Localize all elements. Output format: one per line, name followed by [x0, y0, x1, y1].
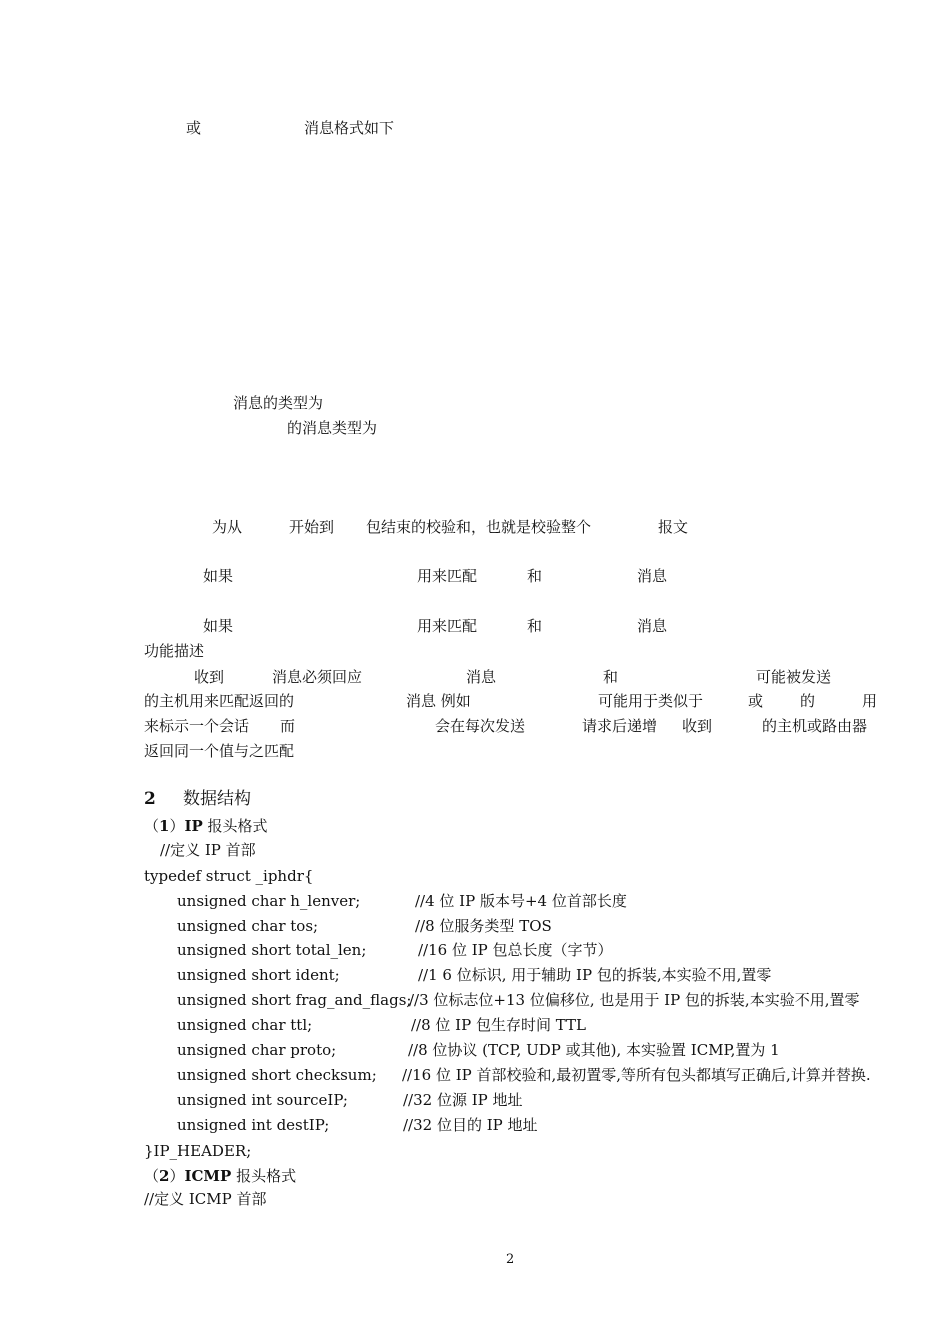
text-fragment: 和: [527, 617, 543, 635]
subheading-bold: ICMP: [184, 1167, 232, 1185]
section-heading: 功能描述: [144, 642, 205, 660]
text-fragment: 返回同一个值与之匹配: [144, 742, 295, 760]
subheading-rest: 报头格式: [231, 1167, 297, 1185]
paren-close: ）: [169, 817, 185, 835]
text-fragment: 和: [527, 567, 543, 585]
text-fragment: 包结束的校验和，也就是校验整个: [366, 518, 592, 536]
text-fragment: 用来匹配: [417, 617, 478, 635]
text-fragment: 如果: [203, 567, 234, 585]
text-fragment: 的主机用来匹配返回的: [144, 692, 295, 710]
field-comment: //4 位 IP 版本号+4 位首部长度: [415, 892, 627, 910]
field-comment: //3 位标志位+13 位偏移位, 也是用于 IP 包的拆装,本实验不用,置零: [409, 991, 860, 1009]
field-code: unsigned char h_lenver;: [177, 892, 361, 910]
text-fragment: 用来匹配: [417, 567, 478, 585]
text-fragment: 消息: [466, 668, 497, 686]
subheading-number: 2: [159, 1167, 170, 1185]
subheading-ip: [144, 816, 268, 836]
field-comment: //32 位目的 IP 地址: [403, 1116, 538, 1134]
paren-open: （: [144, 1167, 160, 1185]
paren-close: ）: [169, 1167, 185, 1185]
text-fragment: 的消息类型为: [287, 419, 378, 437]
subheading-number: 1: [159, 817, 170, 835]
field-code: unsigned short ident;: [177, 966, 340, 984]
text-fragment: 消息必须回应: [272, 668, 363, 686]
text-fragment: 如果: [203, 617, 234, 635]
field-code: unsigned char ttl;: [177, 1016, 313, 1034]
text-fragment: 请求后递增: [582, 717, 658, 735]
code-comment: //定义 ICMP 首部: [144, 1190, 267, 1208]
subheading-icmp: [144, 1166, 296, 1186]
text-fragment: 报文: [658, 518, 689, 536]
section-title: 数据结构: [183, 789, 251, 809]
field-code: unsigned int sourceIP;: [177, 1091, 348, 1109]
text-fragment: 为从: [212, 518, 243, 536]
field-code: unsigned short frag_and_flags;: [177, 991, 412, 1009]
field-code: unsigned char tos;: [177, 917, 319, 935]
text-fragment: 可能用于类似于: [598, 692, 704, 710]
text-fragment: 或: [186, 119, 202, 137]
text-fragment: 来标示一个会话: [144, 717, 250, 735]
text-fragment: 消息 例如: [406, 692, 471, 710]
text-fragment: 消息格式如下: [304, 119, 395, 137]
text-fragment: 收到: [682, 717, 713, 735]
code-line: }IP_HEADER;: [144, 1142, 252, 1160]
field-code: unsigned short total_len;: [177, 941, 367, 959]
paren-open: （: [144, 817, 160, 835]
text-fragment: 收到: [194, 668, 225, 686]
code-comment: //定义 IP 首部: [160, 841, 256, 859]
text-fragment: 会在每次发送: [435, 717, 526, 735]
field-comment: //16 位 IP 包总长度（字节）: [418, 941, 613, 959]
text-fragment: 而: [280, 717, 296, 735]
field-comment: //1 6 位标识, 用于辅助 IP 包的拆装,本实验不用,置零: [418, 966, 772, 984]
field-code: unsigned short checksum;: [177, 1066, 377, 1084]
text-fragment: 或: [748, 692, 764, 710]
field-comment: //16 位 IP 首部校验和,最初置零,等所有包头都填写正确后,计算并替换.: [402, 1066, 871, 1084]
field-comment: //8 位协议 (TCP, UDP 或其他), 本实验置 ICMP,置为 1: [408, 1041, 780, 1059]
text-fragment: 可能被发送: [756, 668, 832, 686]
section-number: 2: [144, 789, 156, 809]
text-fragment: 消息: [637, 567, 668, 585]
page-number: 2: [506, 1252, 515, 1267]
text-fragment: 和: [603, 668, 619, 686]
code-line: typedef struct _iphdr{: [144, 867, 314, 885]
field-code: unsigned int destIP;: [177, 1116, 330, 1134]
field-comment: //8 位 IP 包生存时间 TTL: [411, 1016, 586, 1034]
subheading-bold: IP: [184, 817, 203, 835]
field-comment: //32 位源 IP 地址: [403, 1091, 523, 1109]
text-fragment: 用: [862, 692, 878, 710]
text-fragment: 开始到: [289, 518, 335, 536]
field-comment: //8 位服务类型 TOS: [415, 917, 552, 935]
field-code: unsigned char proto;: [177, 1041, 337, 1059]
subheading-rest: 报头格式: [202, 817, 268, 835]
text-fragment: 消息: [637, 617, 668, 635]
text-fragment: 的: [800, 692, 816, 710]
text-fragment: 的主机或路由器: [762, 717, 868, 735]
text-fragment: 消息的类型为: [233, 394, 324, 412]
